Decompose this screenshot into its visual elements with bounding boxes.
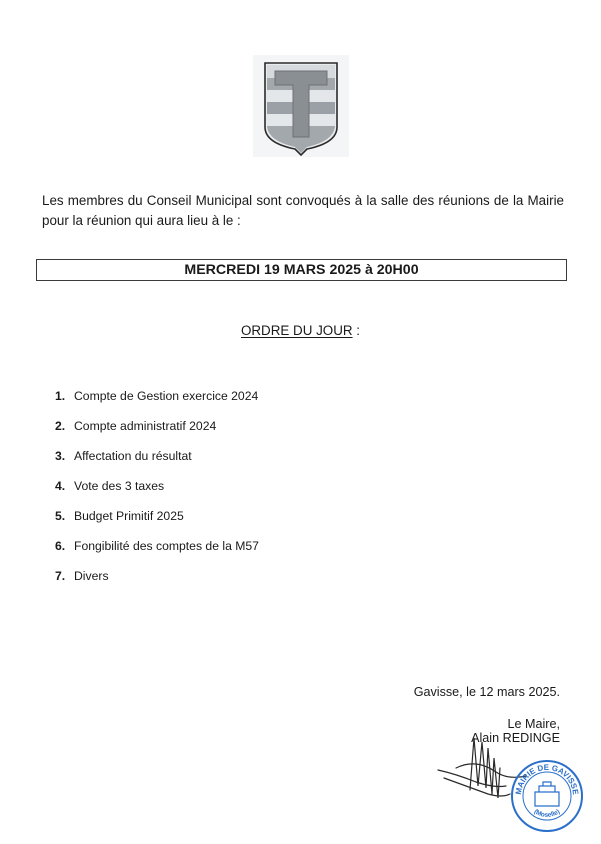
coat-of-arms-icon bbox=[253, 55, 349, 157]
agenda-item-text: Affectation du résultat bbox=[74, 449, 192, 463]
stamp-bottom-text: (Moselle) bbox=[532, 808, 562, 819]
meeting-date: MERCREDI 19 MARS 2025 à 20H00 bbox=[184, 262, 419, 278]
agenda-item-number: 7. bbox=[55, 569, 66, 583]
town-hall-stamp bbox=[509, 758, 585, 834]
agenda-item-number: 5. bbox=[55, 509, 66, 523]
agenda-item-text: Vote des 3 taxes bbox=[74, 479, 165, 493]
agenda-item bbox=[55, 419, 259, 449]
place-and-date: Gavisse, le 12 mars 2025. bbox=[413, 685, 560, 699]
agenda-item bbox=[55, 569, 259, 599]
meeting-date-box bbox=[36, 259, 567, 281]
agenda-item-text: Compte administratif 2024 bbox=[74, 419, 217, 433]
agenda-list bbox=[55, 389, 259, 599]
mayor-title: Le Maire, bbox=[507, 717, 560, 731]
agenda-item-text: Compte de Gestion exercice 2024 bbox=[74, 389, 259, 403]
agenda-item-number: 6. bbox=[55, 539, 66, 553]
agenda-item-number: 3. bbox=[55, 449, 66, 463]
agenda-item-text: Fongibilité des comptes de la M57 bbox=[74, 539, 259, 553]
agenda-title-suffix: : bbox=[352, 323, 361, 338]
agenda-item bbox=[55, 509, 259, 539]
mayor-name: Alain REDINGE bbox=[471, 731, 560, 745]
agenda-heading bbox=[0, 323, 601, 338]
stamp-top-text: MAIRIE DE GAVISSE bbox=[513, 762, 581, 796]
agenda-item-number: 4. bbox=[55, 479, 66, 493]
agenda-title: ORDRE DU JOUR bbox=[240, 323, 353, 338]
agenda-item bbox=[55, 479, 259, 509]
agenda-item-text: Divers bbox=[74, 569, 109, 583]
agenda-item-number: 2. bbox=[55, 419, 66, 433]
agenda-item-number: 1. bbox=[55, 389, 66, 403]
agenda-item-text: Budget Primitif 2025 bbox=[74, 509, 184, 523]
agenda-item bbox=[55, 389, 259, 419]
agenda-item bbox=[55, 539, 259, 569]
agenda-item bbox=[55, 449, 259, 479]
convocation-intro: Les membres du Conseil Municipal sont convoqués à la salle des réunions de la Mairie pour la réunion qui aura lieu à le : bbox=[42, 193, 564, 228]
